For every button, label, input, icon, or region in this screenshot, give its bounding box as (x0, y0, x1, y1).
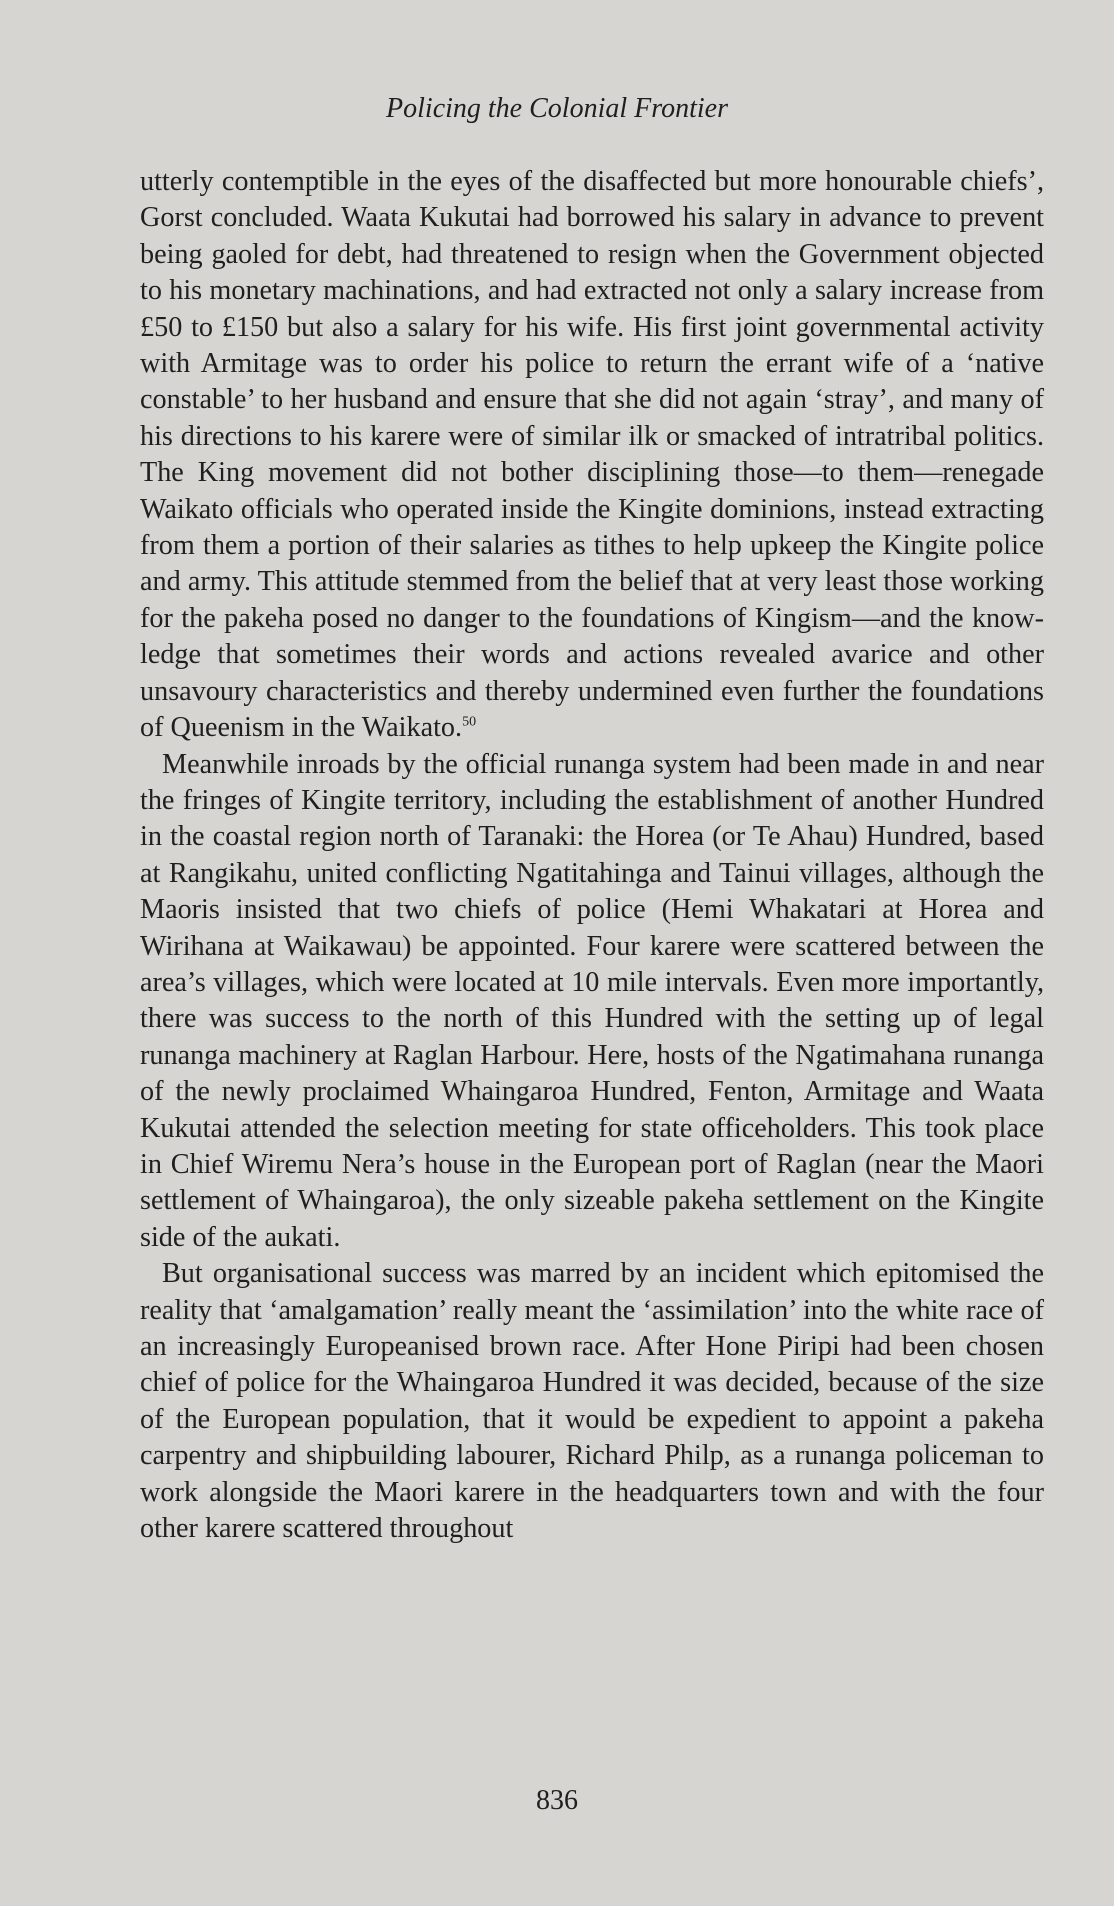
paragraph-3: But organisational success was marred by an incident which epitomised the reality that ‘amalgamation’ really meant the ‘assimilation’ into the white race of an increasingly Europeanised brown race. After Hone Piripi had been chosen chief of police for the Whaingaroa Hundred it was decided, because of the size of the European population, that it would be expedient to appoint a pakeha carpentry and shipbuilding labourer, Richard Philp, as a runanga policeman to work alongside the Maori karere in the headquarters town and with the four other karere scattered throughout (140, 1258, 1044, 1545)
footnote-marker: 50 (462, 714, 477, 730)
running-head: Policing the Colonial Frontier (386, 93, 728, 124)
body-text (140, 164, 1044, 1547)
paragraph-2: Meanwhile inroads by the official runanga system had been made in and near the fringes of Kingite territory, including the establishment of another Hundred in the coastal region north of Taranaki: the Horea (or Te Ahau) Hundred, based at Rangikahu, united conflicting Ngatitahinga and Tainui villages, although the Maoris insisted that two chiefs of police (Hemi Whakatari at Horea and Wirihana at Waikawau) be appointed. Four karere were scattered between the area’s villages, which were located at 10 mile intervals. Even more importantly, there was success to the north of this Hundred with the setting up of legal runanga machinery at Raglan Harbour. Here, hosts of the Ngatimahana runanga of the newly proclaimed Whaingaroa Hundred, Fenton, Armitage and Waata Kukutai attended the selection meeting for state officeholders. This took place in Chief Wiremu Nera’s house in the European port of Raglan (near the Maori settlement of Whaingaroa), the only sizeable pakeha settlement on the Kingite side of the aukati. (140, 748, 1044, 1253)
paragraph-1 (140, 164, 1044, 747)
page-number: 836 (536, 1785, 578, 1816)
paragraph-1-text: utterly contemptible in the eyes of the disaffected but more honourable chiefs’, Gorst concluded. Waata Kukutai had borrowed his salary in advance to prevent being gaoled for debt, had threatened to resign when the Government objected to his monetary machinations, and had extracted not only a salary increase from £50 to £150 but also a salary for his wife. His first joint governmental activity with Armitage was to order his police to return the errant wife of a ‘native constable’ to her husband and ensure that she did not again ‘stray’, and many of his directions to his karere were of similar ilk or smacked of intratribal politics. The King movement did not bother disciplining those—to them—renegade Waikato officials who operated inside the Kingite dominions, instead extracting from them a portion of their salaries as tithes to help upkeep the Kingite police and army. This attitude stemmed from the belief that at very least those working for the pakeha posed no danger to the foundations of Kingism—and the knowledge that sometimes their words and actions revealed avarice and other unsavoury characteristics and thereby undermined even further the foundations of Queenism in the Waikato. (140, 166, 1044, 744)
